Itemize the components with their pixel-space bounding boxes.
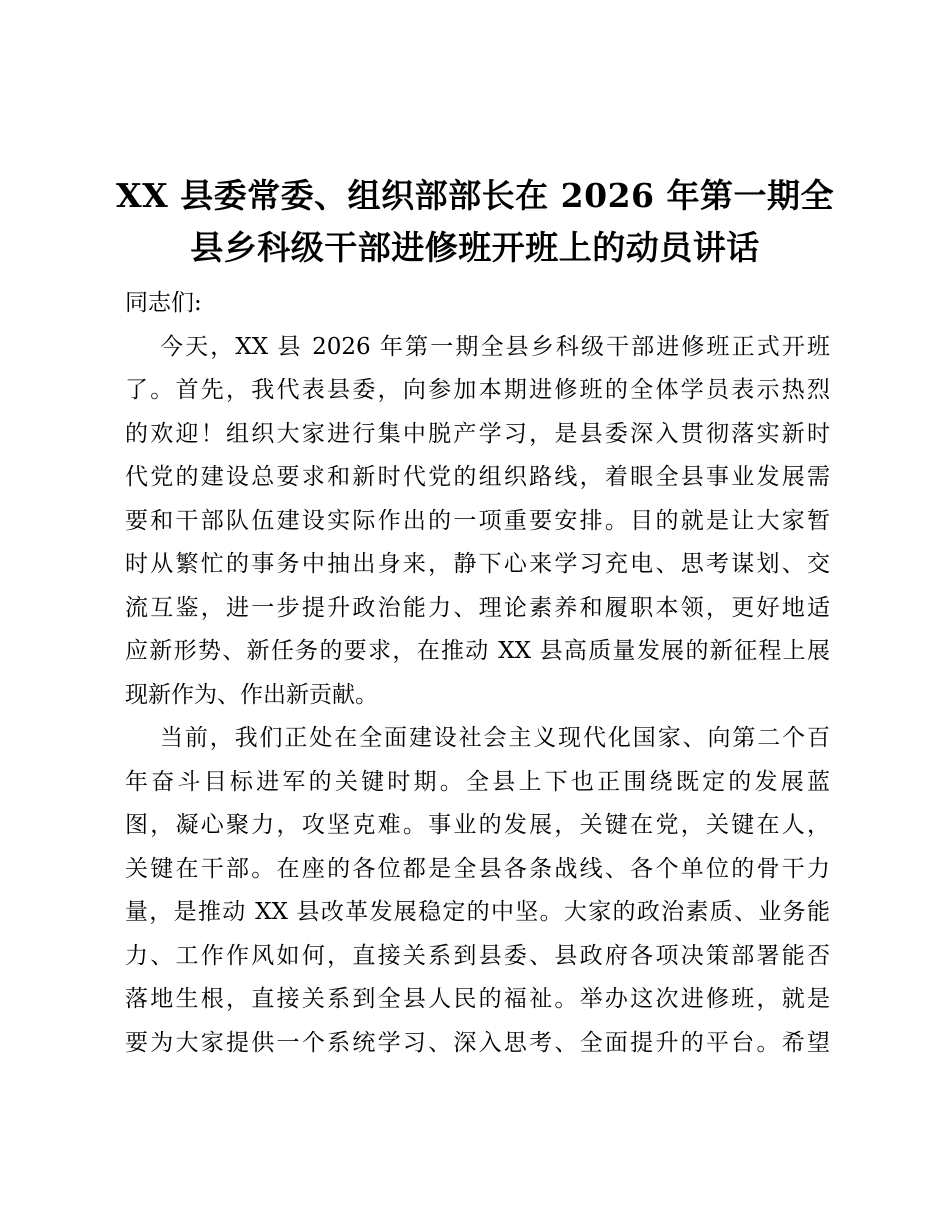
paragraph-2 <box>125 717 830 1065</box>
paragraph-line: 的欢迎！组织大家进行集中脱产学习，是县委深入贯彻落实新时 <box>125 420 830 447</box>
paragraph-line: 了。首先，我代表县委，向参加本期进修班的全体学员表示热烈 <box>125 377 830 403</box>
paragraph-line: 今天，XX 县 2026 年第一期全县乡科级干部进修班正式开班 <box>160 333 830 360</box>
paragraph-line: 应新形势、新任务的要求，在推动 XX 县高质量发展的新征程上展 <box>125 638 830 664</box>
paragraph-line: 关键在干部。在座的各位都是全县各条战线、各个单位的骨干力 <box>125 855 830 882</box>
paragraph-line: 流互鉴，进一步提升政治能力、理论素养和履职本领，更好地适 <box>125 594 830 621</box>
title-line-2: 县乡科级干部进修班开班上的动员讲话 <box>190 228 760 267</box>
paragraph-line: 时从繁忙的事务中抽出身来，静下心来学习充电、思考谋划、交 <box>125 551 830 577</box>
paragraph-line: 当前，我们正处在全面建设社会主义现代化国家、向第二个百 <box>160 725 830 751</box>
salutation: 同志们: <box>125 290 202 316</box>
document-title <box>100 170 850 274</box>
paragraph-line: 量，是推动 XX 县改革发展稳定的中坚。大家的政治素质、业务能 <box>125 899 830 925</box>
paragraph-line: 落地生根，直接关系到全县人民的福祉。举办这次进修班，就是 <box>125 986 830 1012</box>
paragraph-line: 要为大家提供一个系统学习、深入思考、全面提升的平台。希望 <box>125 1029 830 1056</box>
document-body <box>125 282 830 1065</box>
paragraph-line: 要和干部队伍建设实际作出的一项重要安排。目的就是让大家暂 <box>125 507 830 534</box>
paragraph-1 <box>125 326 830 718</box>
paragraph-line: 代党的建设总要求和新时代党的组织路线，着眼全县事业发展需 <box>125 464 830 490</box>
paragraph-line: 力、工作作风如何，直接关系到县委、县政府各项决策部署能否 <box>125 942 830 969</box>
paragraph-line: 现新作为、作出新贡献。 <box>125 681 378 708</box>
title-line-1: XX 县委常委、组织部部长在 2026 年第一期全 <box>115 176 835 215</box>
paragraph-line: 年奋斗目标进军的关键时期。全县上下也正围绕既定的发展蓝 <box>125 768 830 795</box>
paragraph-line: 图，凝心聚力，攻坚克难。事业的发展，关键在党，关键在人， <box>125 812 830 838</box>
